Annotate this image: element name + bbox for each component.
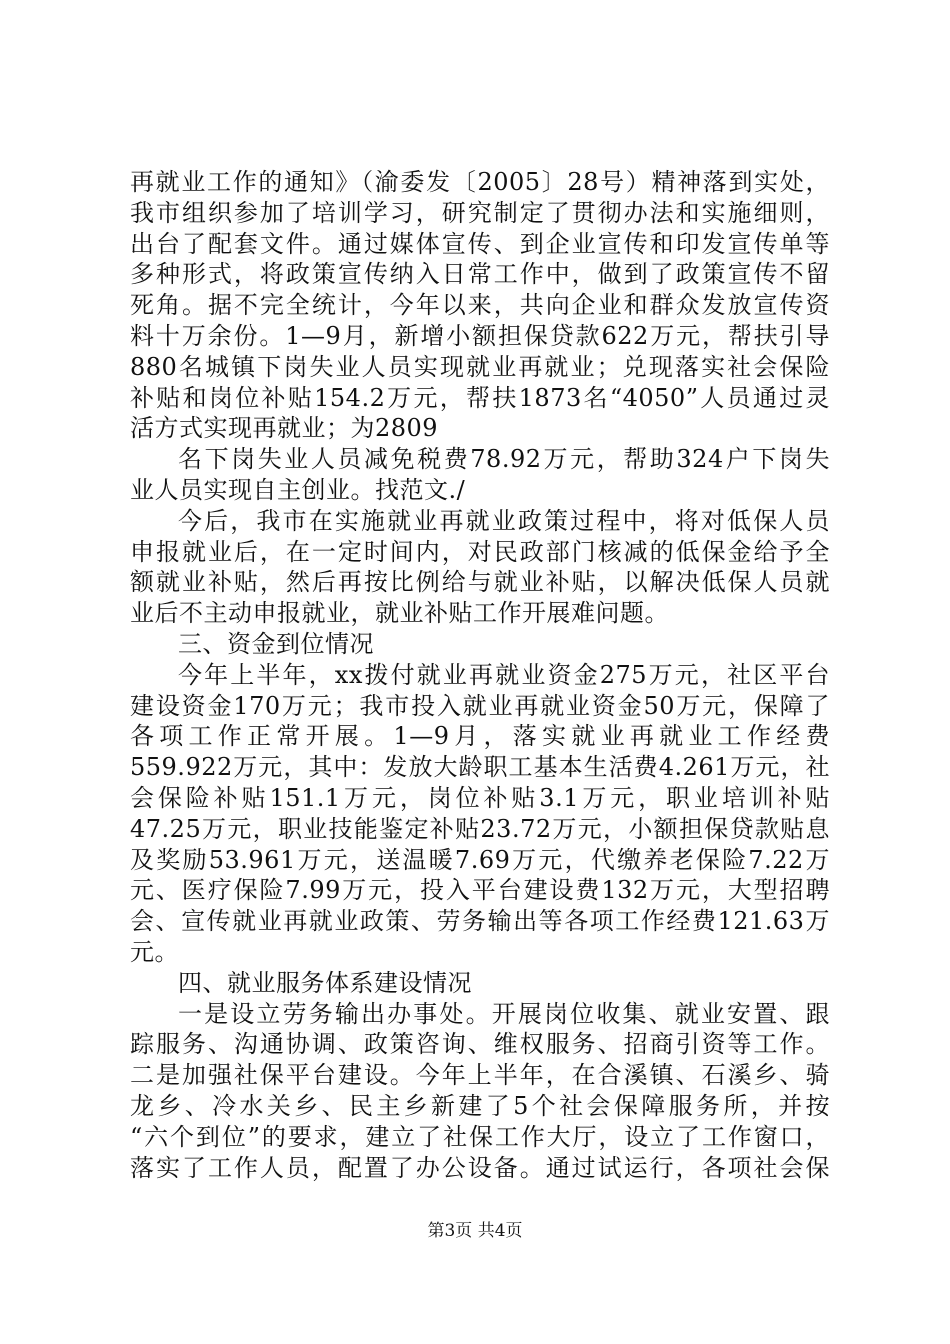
text-line: 各项工作正常开展。1—9月，落实就业再就业工作经费 (130, 722, 830, 751)
text-line: 申报就业后，在一定时间内，对民政部门核减的低保金给予全 (130, 537, 830, 566)
text-line: 业后不主动申报就业，就业补贴工作开展难问题。 (130, 599, 669, 628)
text-line: 二是加强社保平台建设。今年上半年，在合溪镇、石溪乡、骑 (130, 1061, 830, 1090)
text-line: 今年上半年，xx拨付就业再就业资金275万元，社区平台 (178, 660, 830, 689)
page-footer (0, 1216, 950, 1241)
text-line: 额就业补贴，然后再按比例给与就业补贴，以解决低保人员就 (130, 568, 830, 597)
text-line: 活方式实现再就业；为2809 (130, 414, 439, 443)
text-line: 559.922万元，其中：发放大龄职工基本生活费4.261万元，社 (130, 753, 830, 782)
text-line: 建设资金170万元；我市投入就业再就业资金50万元，保障了 (130, 691, 830, 720)
text-line: 踪服务、沟通协调、政策咨询、维权服务、招商引资等工作。 (130, 1030, 830, 1059)
text-line: 会保险补贴151.1万元，岗位补贴3.1万元，职业培训补贴 (130, 783, 830, 812)
text-line: 880名城镇下岗失业人员实现就业再就业；兑现落实社会保险 (130, 352, 830, 381)
text-line: 出台了配套文件。通过媒体宣传、到企业宣传和印发宣传单等 (130, 229, 830, 258)
text-line: 会、宣传就业再就业政策、劳务输出等各项工作经费121.63万 (130, 907, 830, 936)
text-line: 多种形式，将政策宣传纳入日常工作中，做到了政策宣传不留 (130, 260, 830, 289)
text-line: 三、资金到位情况 (178, 629, 374, 658)
text-line: 我市组织参加了培训学习，研究制定了贯彻办法和实施细则， (130, 198, 830, 227)
text-line: 名下岗失业人员减免税费78.92万元，帮助324户下岗失 (178, 445, 830, 474)
text-line: 元。 (130, 937, 179, 966)
text-line: “六个到位”的要求，建立了社保工作大厅，设立了工作窗口， (130, 1122, 830, 1151)
text-line: 一是设立劳务输出办事处。开展岗位收集、就业安置、跟 (178, 999, 830, 1028)
text-line: 再就业工作的通知》（渝委发〔2005〕28号）精神落到实处， (130, 168, 830, 196)
text-line: 元、医疗保险7.99万元，投入平台建设费132万元，大型招聘 (130, 876, 830, 905)
text-line: 龙乡、冷水关乡、民主乡新建了5个社会保障服务所，并按 (130, 1091, 830, 1120)
page-number: 第3页 共4页 (427, 1221, 523, 1241)
text-line: 落实了工作人员，配置了办公设备。通过试运行，各项社会保 (130, 1153, 830, 1182)
text-line: 今后，我市在实施就业再就业政策过程中，将对低保人员 (178, 506, 830, 535)
text-line: 47.25万元，职业技能鉴定补贴23.72万元，小额担保贷款贴息 (130, 814, 830, 843)
text-line: 补贴和岗位补贴154.2万元，帮扶1873名“4050”人员通过灵 (130, 383, 830, 412)
document-body (130, 167, 830, 1183)
text-line: 四、就业服务体系建设情况 (178, 968, 472, 997)
text-line: 料十万余份。1—9月，新增小额担保贷款622万元，帮扶引导 (130, 321, 830, 350)
text-line: 业人员实现自主创业。找范文./ (130, 475, 466, 504)
text-line: 死角。据不完全统计，今年以来，共向企业和群众发放宣传资 (130, 291, 830, 320)
text-line: 及奖励53.961万元，送温暖7.69万元，代缴养老保险7.22万 (130, 845, 830, 874)
